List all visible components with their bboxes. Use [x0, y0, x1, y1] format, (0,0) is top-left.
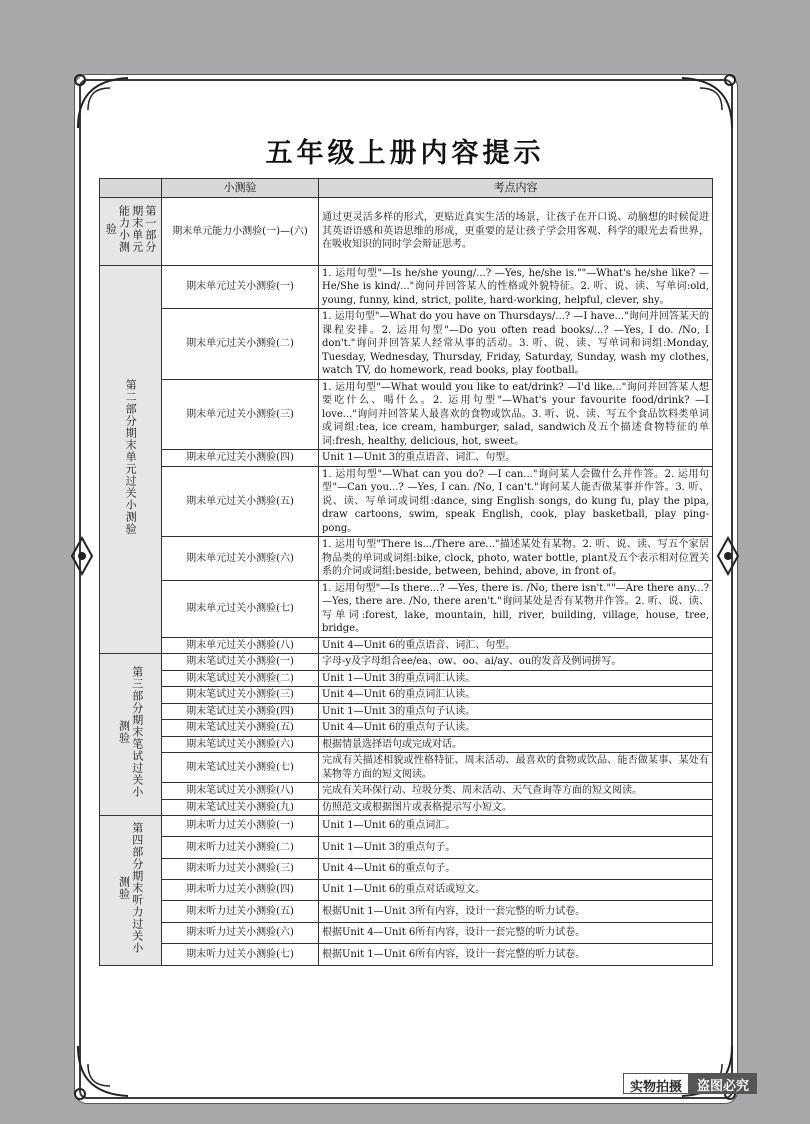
quiz-content: Unit 1—Unit 6的重点词汇。 — [319, 816, 713, 837]
quiz-name: 期末笔试过关小测验(八) — [162, 783, 319, 800]
quiz-content: Unit 1—Unit 3的重点句子。 — [319, 837, 713, 858]
header-quiz: 小测验 — [162, 179, 319, 198]
corner-ornament-icon — [680, 70, 740, 130]
quiz-content: Unit 4—Unit 6的重点词汇认读。 — [319, 687, 713, 704]
table-row — [100, 654, 713, 671]
table-row — [100, 670, 713, 687]
quiz-content: 完成有关环保行动、垃圾分类、周末活动、天气查询等方面的短文阅读。 — [319, 783, 713, 800]
quiz-content: 字母-y及字母组合ee/ea、ow、oo、ai/ay、ou的发音及例词拼写。 — [319, 654, 713, 671]
table-row — [100, 858, 713, 879]
table-row — [100, 901, 713, 922]
quiz-content: Unit 4—Unit 6的重点语音、词汇、句型。 — [319, 637, 713, 654]
quiz-name: 期末单元过关小测验(七) — [162, 580, 319, 637]
table-header-row — [100, 179, 713, 198]
quiz-name: 期末笔试过关小测验(六) — [162, 736, 319, 753]
quiz-content: Unit 1—Unit 6的重点对话或短文。 — [319, 880, 713, 901]
quiz-name: 期末笔试过关小测验(二) — [162, 670, 319, 687]
footer-label-right: 盗图必究 — [689, 1073, 757, 1094]
quiz-name: 期末笔试过关小测验(七) — [162, 753, 319, 783]
section-label — [100, 265, 162, 654]
quiz-content: Unit 1—Unit 3的重点语音、词汇、句型。 — [319, 450, 713, 467]
quiz-content: 根据Unit 1—Unit 6所有内容，设计一套完整的听力试卷。 — [319, 944, 713, 965]
quiz-name: 期末听力过关小测验(七) — [162, 944, 319, 965]
quiz-name: 期末单元能力小测验(一)—(六) — [162, 198, 319, 266]
quiz-content: 1. 运用句型"There is.../There are..."描述某处有某物。2. 听、说、读、写五个家居物品类的单词或词组:bike, clock, photo, water bottle, plant及五个表示相对位置关系的介词或词组:beside, between, behind, above, in front of。 — [319, 537, 713, 581]
table-row — [100, 309, 713, 380]
side-ornament-icon — [62, 536, 102, 576]
table-row — [100, 466, 713, 537]
table-row — [100, 799, 713, 816]
quiz-content: Unit 4—Unit 6的重点句子认读。 — [319, 720, 713, 737]
table-row — [100, 580, 713, 637]
quiz-name: 期末单元过关小测验(六) — [162, 537, 319, 581]
quiz-name: 期末单元过关小测验(一) — [162, 265, 319, 309]
section-label-text: 第二部分期末单元过关小测验 — [124, 379, 138, 535]
quiz-name: 期末笔试过关小测验(九) — [162, 799, 319, 816]
header-content: 考点内容 — [319, 179, 713, 198]
table-row — [100, 783, 713, 800]
quiz-name: 期末单元过关小测验(五) — [162, 466, 319, 537]
quiz-name: 期末笔试过关小测验(四) — [162, 703, 319, 720]
quiz-content: 根据Unit 1—Unit 3所有内容，设计一套完整的听力试卷。 — [319, 901, 713, 922]
quiz-name: 期末听力过关小测验(五) — [162, 901, 319, 922]
quiz-name: 期末听力过关小测验(二) — [162, 837, 319, 858]
table-row — [100, 736, 713, 753]
table-row — [100, 753, 713, 783]
table-row — [100, 922, 713, 943]
page-title: 五年级上册内容提示 — [265, 138, 545, 169]
watermark-footer — [623, 1073, 757, 1094]
quiz-content: Unit 1—Unit 3的重点词汇认读。 — [319, 670, 713, 687]
quiz-content: 1. 运用句型"—What can you do? —I can..."询问某人会做什么并作答。2. 运用句型"—Can you...? —Yes, I can. /No, I can't."询问某人能否做某事并作答。3. 听、说、读、写单词或词组:dance, sing English songs, do kung fu, play the pipa, draw cartoons, swim, speak English, cook, play basketball, play ping-pong。 — [319, 466, 713, 537]
quiz-content: 1. 运用句型"—What would you like to eat/drink? —I'd like..."询问并回答某人想要吃什么、喝什么。2. 运用句型"—What's your favourite food/drink? —I love..."询问并回答某人最喜欢的食物或饮品。3. 听、说、读、写五个食品饮料类单词或词组:tea, ice cream, hamburger, salad, sandwich及五个描述食物特征的单词:fresh, healthy, delicious, hot, sweet。 — [319, 379, 713, 450]
table-row — [100, 837, 713, 858]
quiz-content: 完成有关描述相貌或性格特征、周末活动、最喜欢的食物或饮品、能否做某事、某处有某物等方面的短文阅读。 — [319, 753, 713, 783]
section-label-text: 第三部分期末笔试过关小测验 — [117, 666, 144, 799]
quiz-name: 期末听力过关小测验(六) — [162, 922, 319, 943]
table-row — [100, 880, 713, 901]
quiz-name: 期末单元过关小测验(八) — [162, 637, 319, 654]
table-row — [100, 450, 713, 467]
quiz-name: 期末听力过关小测验(四) — [162, 880, 319, 901]
table-row — [100, 637, 713, 654]
quiz-content: 通过更灵活多样的形式，更贴近真实生活的场景，让孩子在开口说、动脑想的时候促进其英语语感和英语思维的形成，更重要的是让孩子学会用客观、科学的眼光去看世界，在吸收知识的同时学会辩证思考。 — [319, 198, 713, 266]
table-row — [100, 379, 713, 450]
quiz-name: 期末单元过关小测验(三) — [162, 379, 319, 450]
table-row — [100, 703, 713, 720]
table-row — [100, 687, 713, 704]
section-label — [100, 816, 162, 966]
quiz-name: 期末听力过关小测验(三) — [162, 858, 319, 879]
quiz-content: 1. 运用句型"—Is there...? —Yes, there is. /No, there isn't.""—Are there any...? —Yes, there are. /No, there aren't."询问某处是否有某物并作答。2. 听、说、读、写单词:forest, lake, mountain, hill, river, building, village, house, tree, bridge。 — [319, 580, 713, 637]
section-label — [100, 654, 162, 816]
corner-ornament-icon — [70, 70, 130, 130]
section-label-text: 第一部分期末单元能力小测验 — [104, 205, 157, 253]
quiz-content: 仿照范文或根据图片或表格提示写小短文。 — [319, 799, 713, 816]
quiz-name: 期末笔试过关小测验(三) — [162, 687, 319, 704]
table-row — [100, 944, 713, 965]
table-row — [100, 265, 713, 309]
quiz-name: 期末单元过关小测验(二) — [162, 309, 319, 380]
table-row — [100, 198, 713, 266]
footer-label-left: 实物拍摄 — [623, 1073, 689, 1094]
header-blank — [100, 179, 162, 198]
content-table — [99, 178, 713, 966]
quiz-content: 根据Unit 4—Unit 6所有内容，设计一套完整的听力试卷。 — [319, 922, 713, 943]
section-label-text: 第四部分期末听力过关小测验 — [117, 822, 144, 954]
quiz-name: 期末单元过关小测验(四) — [162, 450, 319, 467]
side-ornament-icon — [708, 536, 748, 576]
section-label — [100, 198, 162, 266]
quiz-name: 期末听力过关小测验(一) — [162, 816, 319, 837]
table-row — [100, 720, 713, 737]
quiz-content: Unit 1—Unit 3的重点句子认读。 — [319, 703, 713, 720]
quiz-content: 1. 运用句型"—Is he/she young/...? —Yes, he/she is.""—What's he/she like? —He/She is kind/..."询问并回答某人的性格或外貌特征。2. 听、说、读、写单词:old, young, funny, kind, strict, polite, hard-working, helpful, clever, shy。 — [319, 265, 713, 309]
quiz-content: 1. 运用句型"—What do you have on Thursdays/...? —I have..."询问并回答某天的课程安排。2. 运用句型"—Do you often read books/...? —Yes, I do. /No, I don't."询问并回答某人经常从事的活动。3. 听、说、读、写单词和词组:Monday, Tuesday, Wednesday, Thursday, Friday, Saturday, Sunday, wash my clothes, watch TV, do homework, read books, play football。 — [319, 309, 713, 380]
quiz-name: 期末笔试过关小测验(一) — [162, 654, 319, 671]
quiz-name: 期末笔试过关小测验(五) — [162, 720, 319, 737]
quiz-content: 根据情景选择语句或完成对话。 — [319, 736, 713, 753]
corner-ornament-icon — [70, 1044, 130, 1104]
quiz-content: Unit 4—Unit 6的重点句子。 — [319, 858, 713, 879]
table-row — [100, 816, 713, 837]
table-row — [100, 537, 713, 581]
